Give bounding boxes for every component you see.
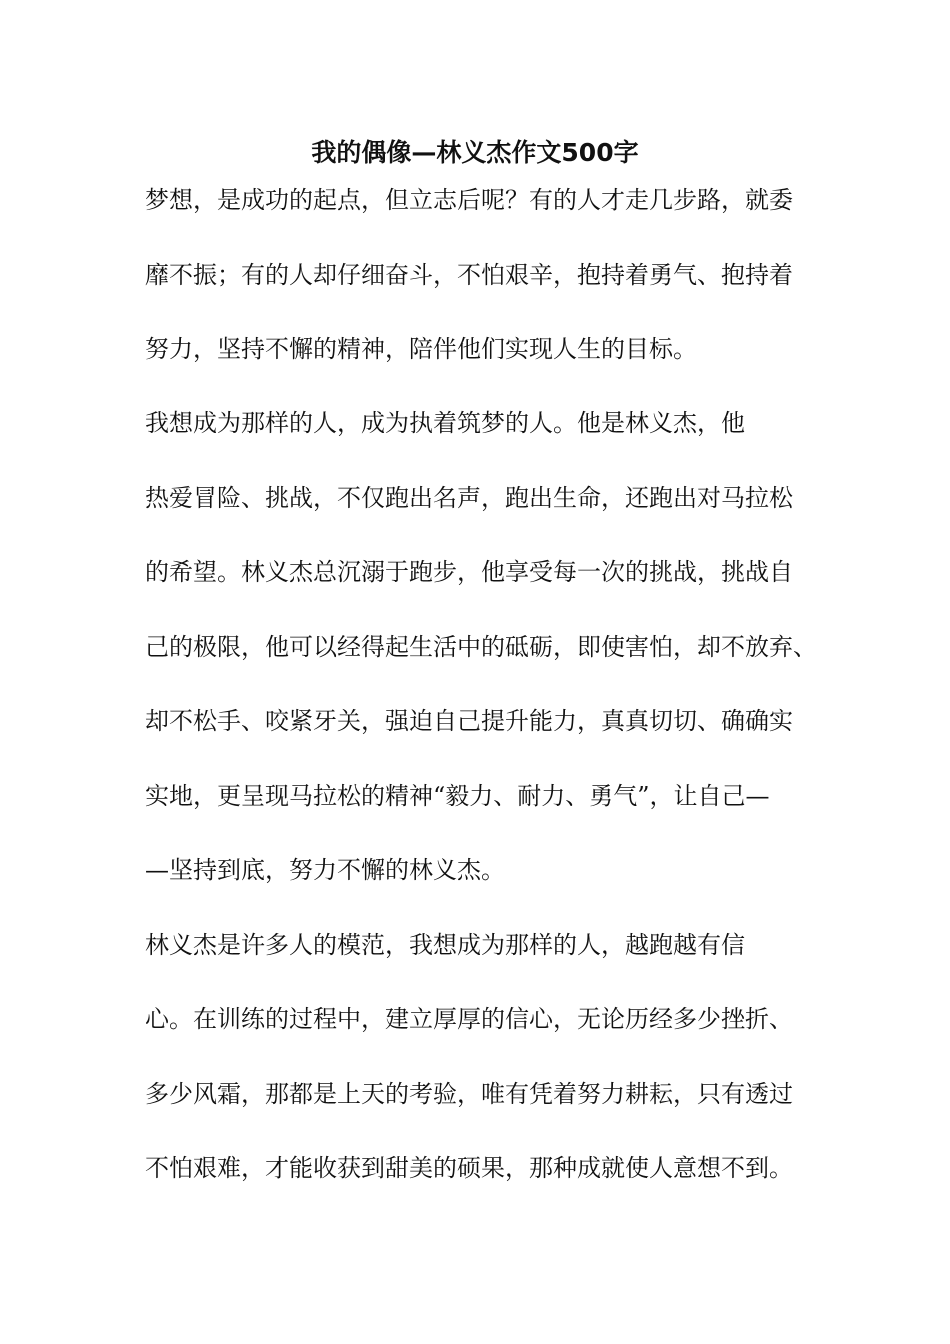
- paragraph-2-line-1: 我想成为那样的人，成为执着筑梦的人。他是林义杰，他: [145, 409, 745, 437]
- document-title: 我的偶像—林义杰作文500字: [311, 138, 639, 167]
- paragraph-3-line-1: 林义杰是许多人的模范，我想成为那样的人，越跑越有信: [145, 931, 745, 959]
- paragraph-2-line-5: 却不松手、咬紧牙关，强迫自己提升能力，真真切切、确确实: [145, 707, 793, 735]
- paragraph-3-line-4: 不怕艰难，才能收获到甜美的硕果，那种成就使人意想不到。: [145, 1154, 793, 1182]
- paragraph-1-line-2: 靡不振；有的人却仔细奋斗，不怕艰辛，抱持着勇气、抱持着: [145, 261, 793, 289]
- paragraph-3-line-3: 多少风霜，那都是上天的考验，唯有凭着努力耕耘，只有透过: [145, 1080, 793, 1108]
- paragraph-2-line-7: —坚持到底，努力不懈的林义杰。: [145, 856, 505, 884]
- paragraph-2-line-4: 己的极限，他可以经得起生活中的砥砺，即使害怕，却不放弃、: [145, 633, 817, 661]
- paragraph-2-line-2: 热爱冒险、挑战，不仅跑出名声，跑出生命，还跑出对马拉松: [145, 484, 793, 512]
- paragraph-2-line-3: 的希望。林义杰总沉溺于跑步，他享受每一次的挑战，挑战自: [145, 558, 793, 586]
- paragraph-3-line-2: 心。在训练的过程中，建立厚厚的信心，无论历经多少挫折、: [145, 1005, 793, 1033]
- paragraph-1-line-3: 努力，坚持不懈的精神，陪伴他们实现人生的目标。: [145, 335, 697, 363]
- paragraph-2-line-6: 实地，更呈现马拉松的精神“毅力、耐力、勇气”，让自己—: [145, 782, 770, 810]
- paragraph-1-line-1: 梦想，是成功的起点，但立志后呢？有的人才走几步路，就委: [145, 186, 793, 214]
